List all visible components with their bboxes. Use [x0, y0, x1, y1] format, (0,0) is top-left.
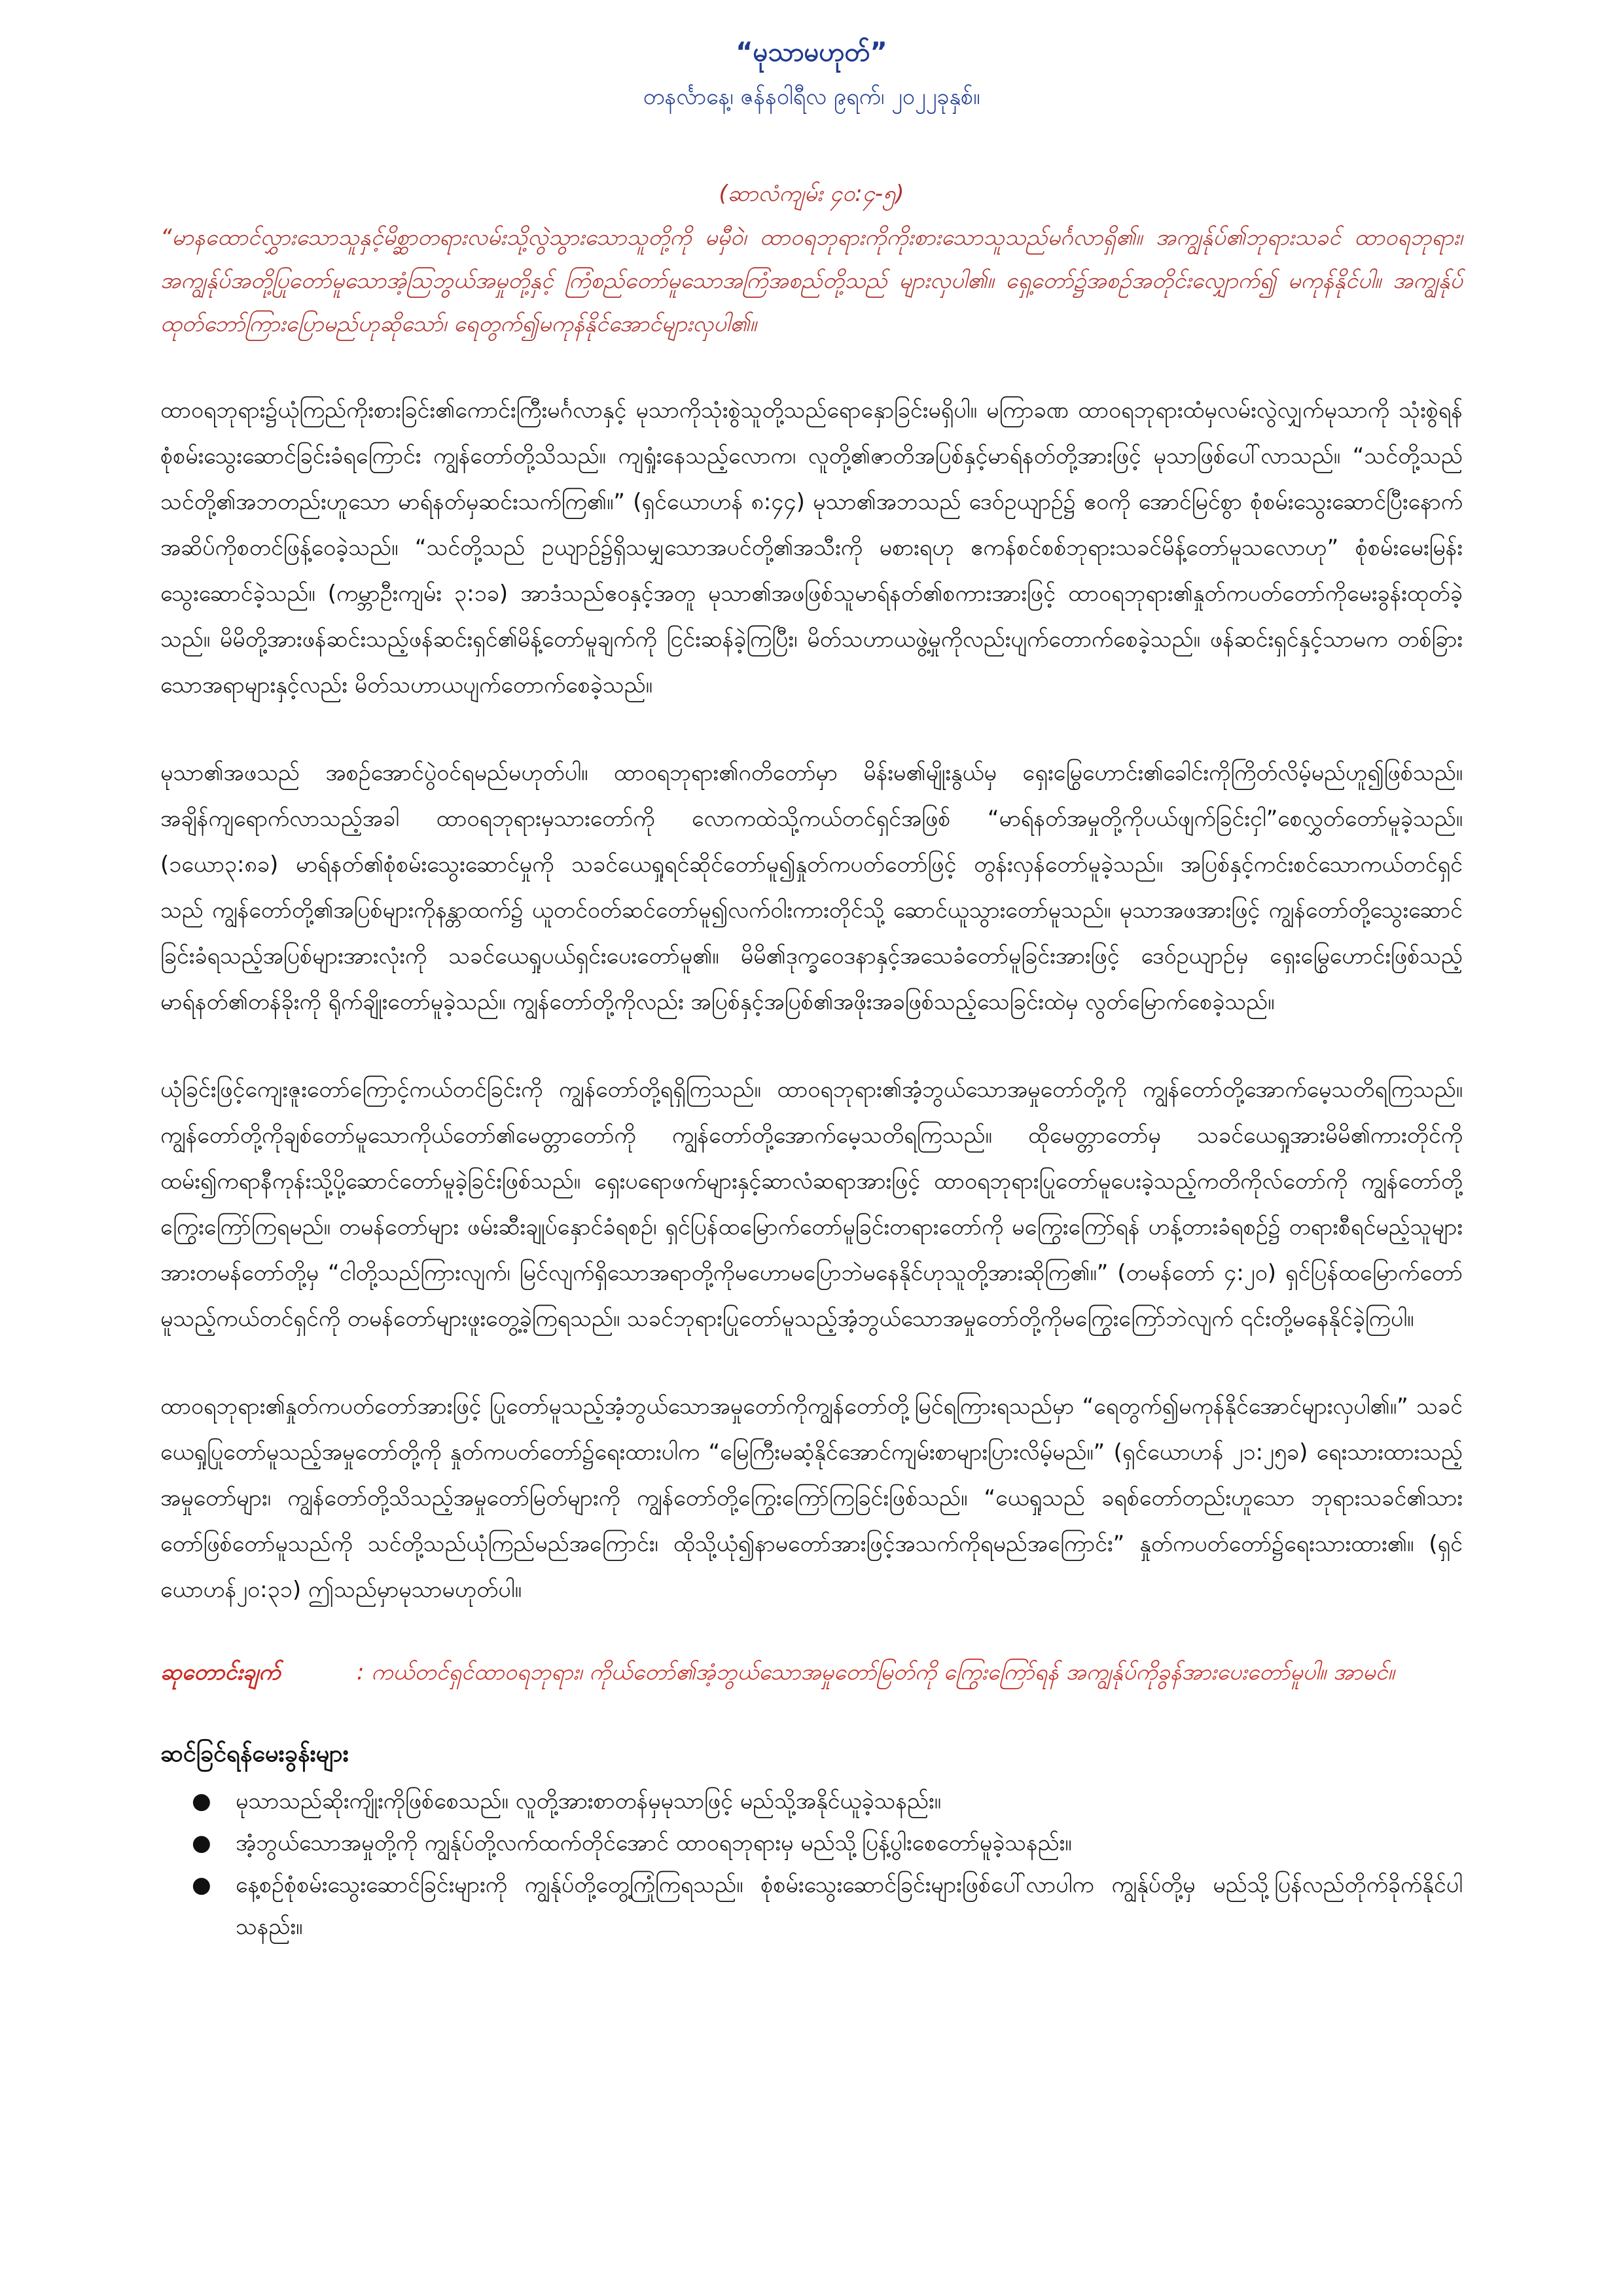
question-text: မုသာသည်ဆိုးကျိုးကိုဖြစ်စေသည်။ လူတို့အားစာတန်မှမုသာဖြင့် မည်သို့အနိုင်ယူခဲ့သနည်း။	[236, 1788, 941, 1814]
list-item	[160, 1822, 1463, 1864]
body-paragraph: ထာဝရဘုရား၏နှုတ်ကပတ်တော်အားဖြင့် ပြုတော်မူသည့်အံ့ဘွယ်သောအမှုတော်ကိုကျွန်တော်တို့မြင်ရကြားရသည်မှာ “ရေတွက်၍မကုန်နိုင်အောင်များလှပါ၏။” သခင်ယေရှုပြုတော်မူသည့်အမှုတော်တို့ကို နှုတ်ကပတ်တော်၌ရေးထားပါက “မြေကြီးမဆံ့နိုင်အောင်ကျမ်းစာများပြားလိမ့်မည်။” (ရှင်ယောဟန် ၂၁:၂၅ခ) ရေးသားထားသည့်အမှုတော်များ၊ ကျွန်တော်တို့သိသည့်အမှုတော်မြတ်များကို ကျွန်တော်တို့ကြွေးကြော်ကြခြင်းဖြစ်သည်။ “ယေရှုသည် ခရစ်တော်တည်းဟူသော ဘုရားသခင်၏သားတော်ဖြစ်တော်မူသည်ကို သင်တို့သည်ယုံကြည်မည်အကြောင်း၊ ထိုသို့ယုံ၍နာမတော်အားဖြင့်အသက်ကိုရမည်အကြောင်း” နှုတ်ကပတ်တော်၌ရေးသားထား၏။ (ရှင်ယောဟန်၂၀:၃၁) ဤသည်မှာမုသာမဟုတ်ပါ။	[160, 1393, 1463, 1603]
questions-title: ဆင်ခြင်ရန်မေးခွန်းများ	[160, 1740, 349, 1767]
bullet-icon: ●	[192, 1788, 211, 1814]
prayer-label: ဆုတောင်းချက်	[160, 1659, 281, 1685]
bullet-icon: ●	[192, 1830, 211, 1856]
page-title: “မုသာမဟုတ်”	[736, 37, 887, 67]
question-text: နေ့စဉ်စုံစမ်းသွေးဆောင်ခြင်းများကို ကျွန်ုပ်တို့တွေ့ကြုံကြရသည်။ စုံစမ်းသွေးဆောင်ခြင်းများဖြစ်ပေါ်လာပါက ကျွန်ုပ်တို့မှ မည်သို့ပြန်လည်တိုက်ခိုက်နိုင်ပါသနည်း။	[236, 1872, 1463, 1940]
scripture-reference: (ဆာလံကျမ်း ၄၀:၄-၅)	[719, 181, 904, 207]
list-item	[160, 1780, 1463, 1822]
body-paragraph: ထာဝရဘုရား၌ယုံကြည်ကိုးစားခြင်း၏ကောင်းကြီးမင်္ဂလာနှင့် မုသာကိုသုံးစွဲသူတို့သည်ရောနှောခြင်းမရှိပါ။ မကြာခဏ ထာဝရဘုရားထံမှလမ်းလွဲလျှက်မုသာကို သုံးစွဲရန် စုံစမ်းသွေးဆောင်ခြင်းခံရကြောင်း ကျွန်တော်တို့သိသည်။ ကျရှုံးနေသည့်လောက၊ လူတို့၏ဇာတိအပြစ်နှင့်မာရ်နတ်တို့အားဖြင့် မုသာဖြစ်ပေါ်လာသည်။ “သင်တို့သည် သင်တို့၏အဘတည်းဟူသော မာရ်နတ်မှဆင်းသက်ကြ၏။” (ရှင်ယောဟန် ၈:၄၄) မုသာ၏အဘသည် ဒေဝ်ဥယျာဉ်၌ ဧဝကို အောင်မြင်စွာ စုံစမ်းသွေးဆောင်ပြီးနောက် အဆိပ်ကိုစတင်ဖြန့်ဝေခဲ့သည်။ “သင်တို့သည် ဥယျာဉ်၌ရှိသမျှသောအပင်တို့၏အသီးကို မစားရဟု ဧကန်စင်စစ်ဘုရားသခင်မိန့်တော်မူသလောဟု” စုံစမ်းမေးမြန်းသွေးဆောင်ခဲ့သည်။ (ကမ္ဘာဦးကျမ်း ၃:၁ခ) အာဒံသည်ဧဝနှင့်အတူ မုသာ၏အဖဖြစ်သူမာရ်နတ်၏စကားအားဖြင့် ထာဝရဘုရား၏နှုတ်ကပတ်တော်ကိုမေးခွန်းထုတ်ခဲ့သည်။ မိမိတို့အားဖန်ဆင်းသည့်ဖန်ဆင်းရှင်၏မိန့်တော်မူချက်ကို ငြင်းဆန်ခဲ့ကြပြီး၊ မိတ်သဟာယဖွဲ့မှုကိုလည်းပျက်တောက်စေခဲ့သည်။ ဖန်ဆင်းရှင်နှင့်သာမက တစ်ခြားသောအရာများနှင့်လည်း မိတ်သဟာယပျက်တောက်စေခဲ့သည်။	[160, 397, 1463, 698]
page-date: တနင်္လာနေ့၊ ဇန်နဝါရီလ ၉ရက်၊ ၂၀၂၂ခုနှစ်။	[643, 84, 980, 110]
body-paragraph: မုသာ၏အဖသည် အစဉ်အောင်ပွဲဝင်ရမည်မဟုတ်ပါ။ ထာဝရဘုရား၏ဂတိတော်မှာ မိန်းမ၏မျိုးနွယ်မှ ရှေးမြွေဟောင်း၏ခေါင်းကိုကြိတ်လိမ့်မည်ဟူ၍ဖြစ်သည်။ အချိန်ကျရောက်လာသည့်အခါ ထာဝရဘုရားမှသားတော်ကို လောကထဲသို့ကယ်တင်ရှင်အဖြစ် “မာရ်နတ်အမှုတို့ကိုပယ်ဖျက်ခြင်းငှါ”စေလွှတ်တော်မူခဲ့သည်။ (၁ယော၃:၈ခ) မာရ်နတ်၏စုံစမ်းသွေးဆောင်မှုကို သခင်ယေရှုရင်ဆိုင်တော်မူ၍နှုတ်ကပတ်တော်ဖြင့် တွန်းလှန်တော်မူခဲ့သည်။ အပြစ်နှင့်ကင်းစင်သောကယ်တင်ရှင်သည် ကျွန်တော်တို့၏အပြစ်များကိုနန္တာထက်၌ ယူတင်ဝတ်ဆင်တော်မူ၍လက်ဝါးကားတိုင်သို့ ဆောင်ယူသွားတော်မူသည်။ မုသာအဖအားဖြင့် ကျွန်တော်တို့သွေးဆောင်ခြင်းခံရသည့်အပြစ်များအားလုံးကို သခင်ယေရှုပယ်ရှင်းပေးတော်မူ၏။ မိမိ၏ဒုက္ခဝေဒနာနှင့်အသေခံတော်မူခြင်းအားဖြင့် ဒေဝ်ဥယျာဉ်မှ ရှေးမြွေဟောင်းဖြစ်သည့် မာရ်နတ်၏တန်ခိုးကို ရိုက်ချိုးတော်မူခဲ့သည်။ ကျွန်တော်တို့ကိုလည်း အပြစ်နှင့်အပြစ်၏အဖိုးအခဖြစ်သည့်သေခြင်းထဲမှ လွတ်မြောက်စေခဲ့သည်။	[160, 760, 1463, 1015]
question-text: အံ့ဘွယ်သောအမှုတို့ကို ကျွန်ုပ်တို့လက်ထက်တိုင်အောင် ထာဝရဘုရားမှ မည်သို့ပြန့်ပွါးစေတော်မူခဲ့သနည်း။	[236, 1830, 1072, 1856]
body-paragraph: ယုံခြင်းဖြင့်ကျေးဇူးတော်ကြောင့်ကယ်တင်ခြင်းကို ကျွန်တော်တို့ရရှိကြသည်။ ထာဝရဘုရား၏အံ့ဘွယ်သောအမှုတော်တို့ကို ကျွန်တော်တို့အောက်မေ့သတိရကြသည်။ ကျွန်တော်တို့ကိုချစ်တော်မူသောကိုယ်တော်၏မေတ္တာတော်ကို ကျွန်တော်တို့အောက်မေ့သတိရကြသည်။ ထိုမေတ္တာတော်မှ သခင်ယေရှုအားမိမိ၏ကားတိုင်ကို ထမ်း၍ကရာနီကုန်းသို့ပို့ဆောင်တော်မူခဲ့ခြင်းဖြစ်သည်။ ရှေးပရောဖက်များနှင့်ဆာလံဆရာအားဖြင့် ထာဝရဘုရားပြုတော်မူပေးခဲ့သည့်ကတိကိုလ်တော်ကို ကျွန်တော်တို့ကြွေးကြော်ကြရမည်။ တမန်တော်များ ဖမ်းဆီးချုပ်နှောင်ခံရစဉ်၊ ရှင်ပြန်ထမြောက်တော်မူခြင်းတရားတော်ကို မကြွေးကြော်ရန် ဟန့်တားခံရစဉ်၌ တရားစီရင်မည့်သူများအားတမန်တော်တို့မှ “ငါတို့သည်ကြားလျက်၊ မြင်လျက်ရှိသောအရာတို့ကိုမဟောမပြောဘဲမနေနိုင်ဟုသူတို့အားဆိုကြ၏။” (တမန်တော် ၄:၂၀) ရှင်ပြန်ထမြောက်တော်မူသည့်ကယ်တင်ရှင်ကို တမန်တော်များဖူးတွေ့ခဲ့ကြရသည်။ သခင်ဘုရားပြုတော်မူသည့်အံ့ဘွယ်သောအမှုတော်တို့ကိုမကြွေးကြော်ဘဲလျက် ၎င်းတို့မနေနိုင်ခဲ့ကြပါ။	[160, 1077, 1463, 1332]
bullet-icon: ●	[192, 1872, 211, 1898]
list-item	[160, 1864, 1463, 1948]
prayer-text: : ကယ်တင်ရှင်ထာဝရဘုရား၊ ကိုယ်တော်၏အံ့ဘွယ်သောအမှုတော်မြတ်ကို ကြွေးကြော်ရန် အကျွန်ုပ်ကိုခွန်အားပေးတော်မူပါ။ အာမင်။	[357, 1659, 1395, 1685]
scripture-text: “မာနထောင်လွှားသောသူနှင့်မိစ္ဆာတရားလမ်းသို့လွဲသွားသောသူတို့ကို မမှီဝဲ၊ ထာဝရဘုရားကိုကိုးစားသောသူသည်မင်္ဂလာရှိ၏။ အကျွန်ုပ်၏ဘုရားသခင် ထာဝရဘုရား၊ အကျွန်ုပ်အတို့ပြုတော်မူသောအံ့ဩဘွယ်အမှုတို့နှင့် ကြံစည်တော်မူသောအကြံအစည်တို့သည် များလှပါ၏။ ရှေ့တော်၌အစဉ်အတိုင်းလျှောက်၍ မကုန်နိုင်ပါ။ အကျွန်ုပ်ထုတ်ဘော်ကြားပြောမည်ဟုဆိုသော်၊ ရေတွက်၍မကုန်နိုင်အောင်များလှပါ၏။	[160, 224, 1463, 337]
questions-list	[160, 1780, 1463, 1948]
prayer-section	[160, 1651, 1463, 1694]
